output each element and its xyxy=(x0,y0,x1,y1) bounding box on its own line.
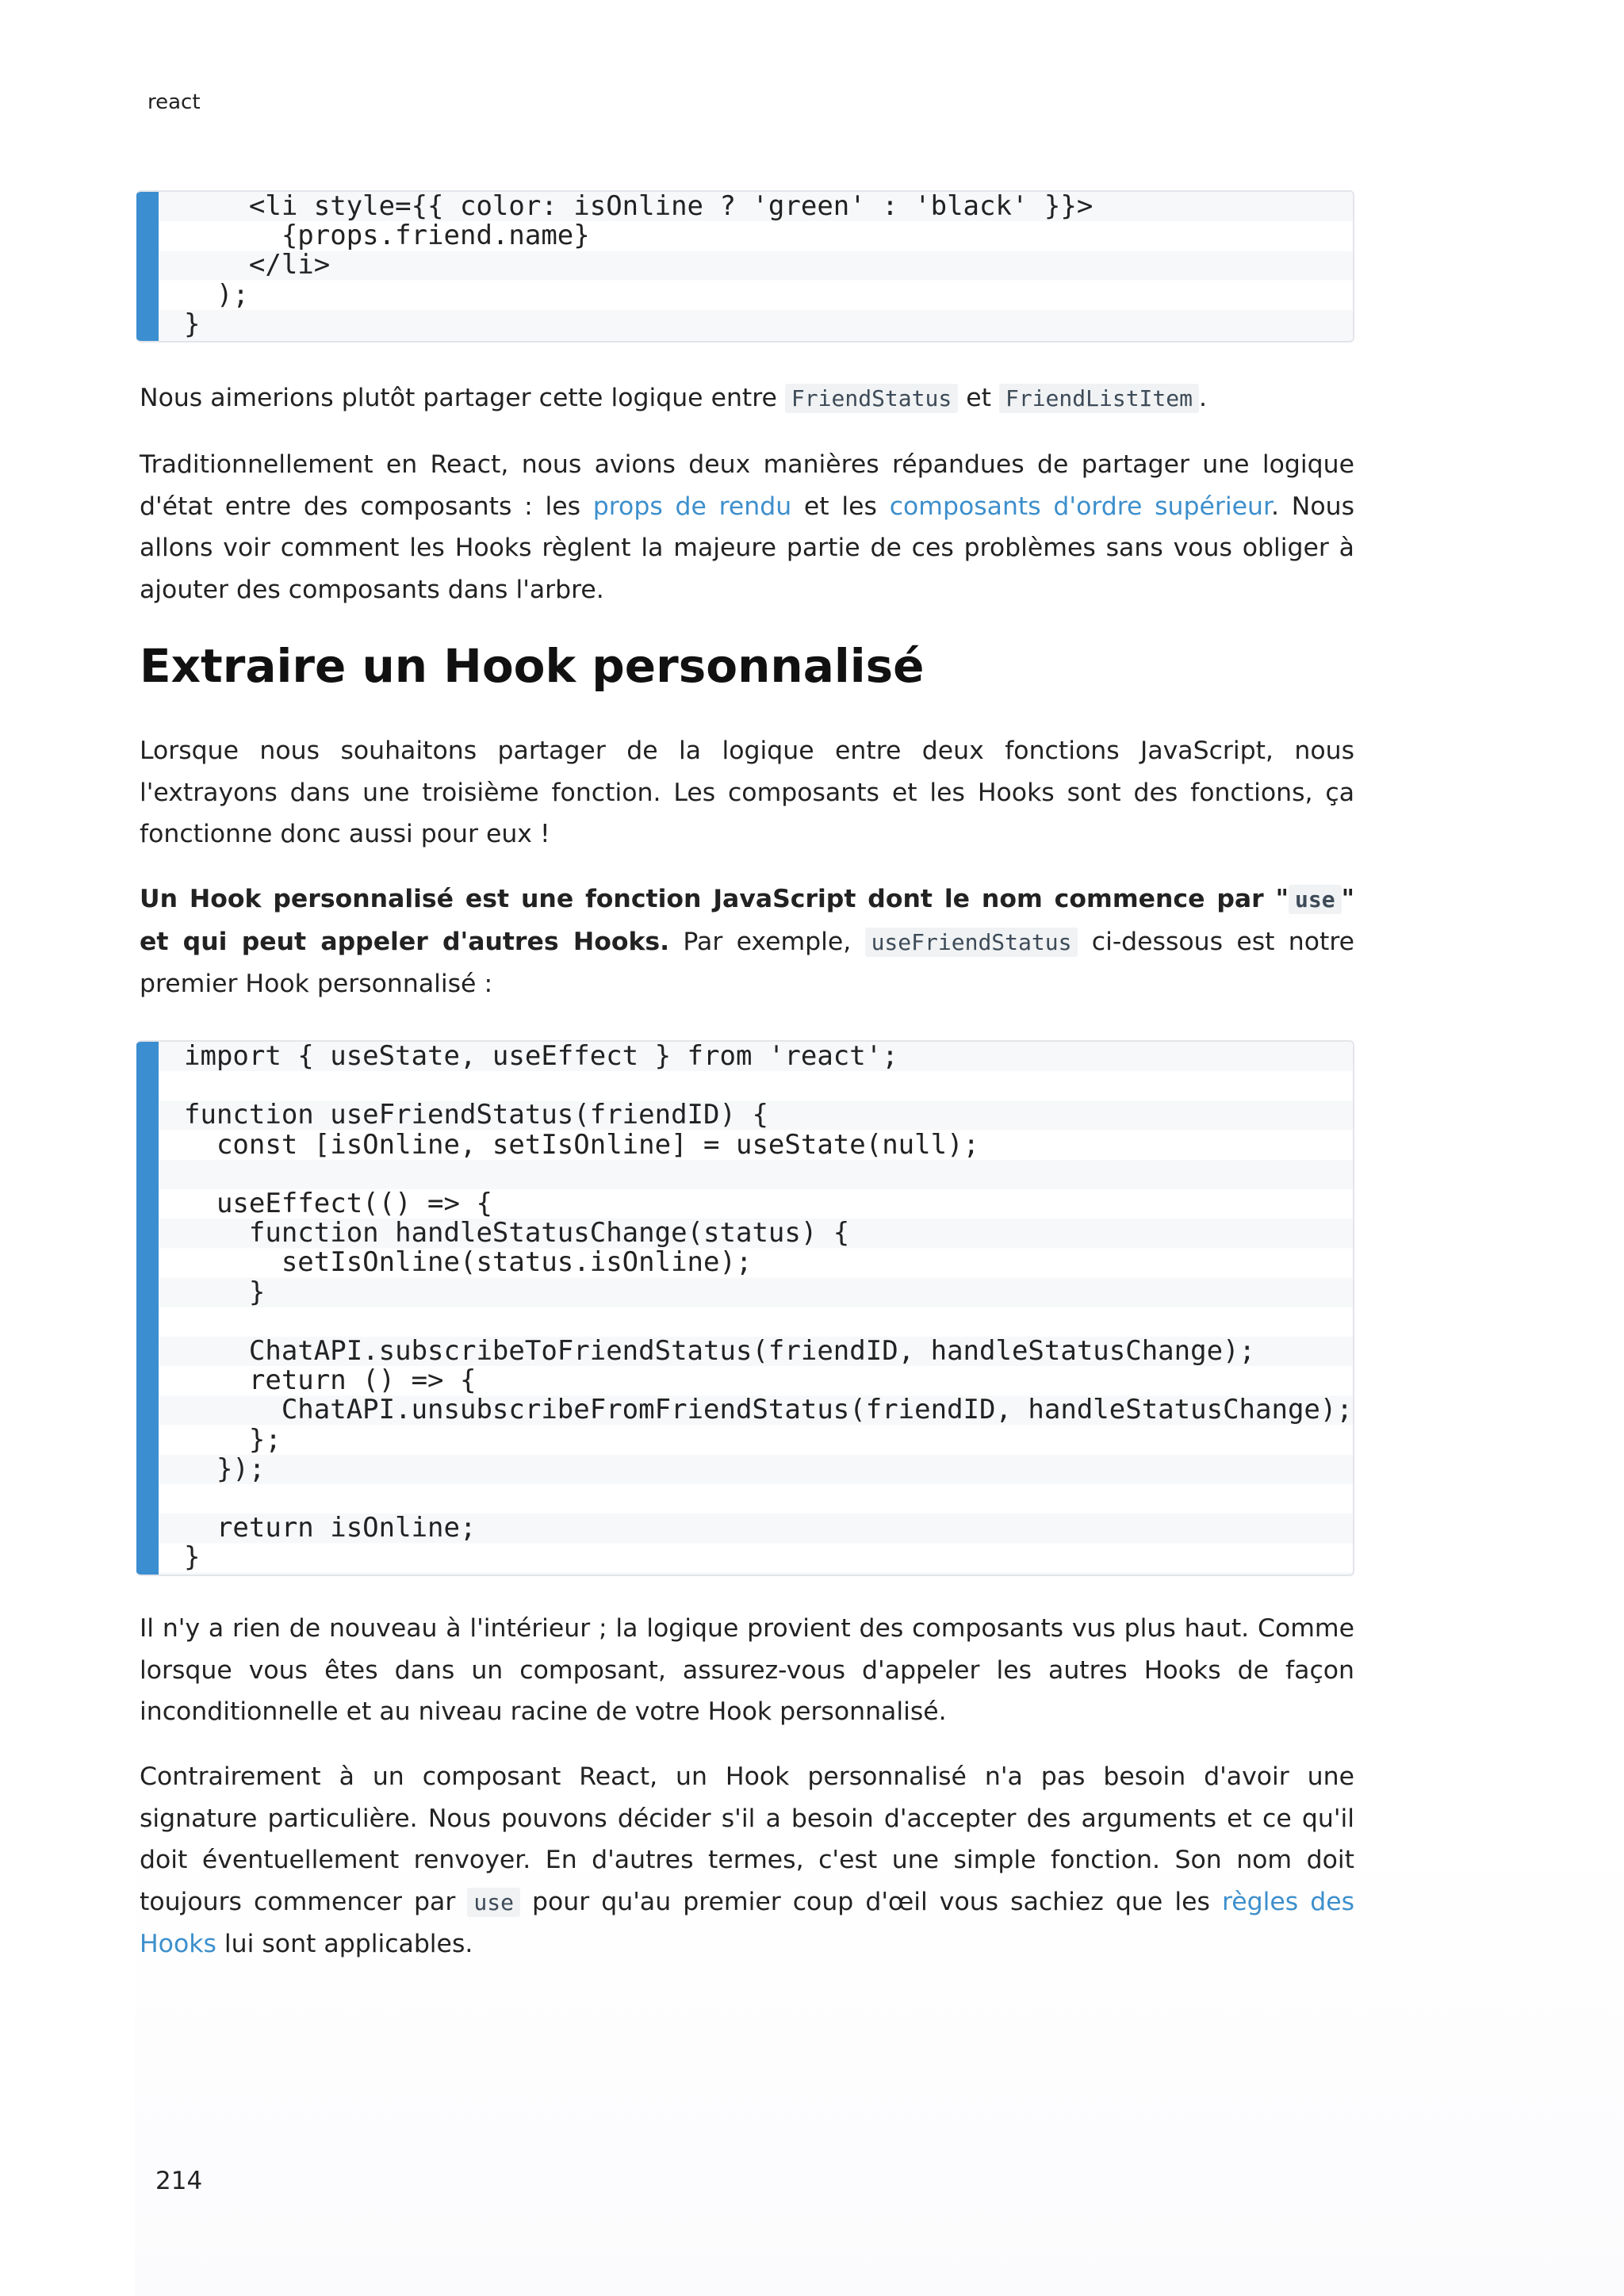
inline-code-use: use xyxy=(1289,885,1342,914)
text: Traditionnellement en React, nous avions deux manières répandues de partager une logique d'état entre des composants : les xyxy=(140,450,1354,521)
paragraph-extract-logic: Lorsque nous souhaitons partager de la logique entre deux fonctions JavaScript, nous l'extrayons dans une troisième fonction. Les composants et les Hooks sont des fonctions, ça fonctionne donc aussi pour eux ! xyxy=(140,737,1354,848)
inline-code-usefriendstatus: useFriendStatus xyxy=(865,928,1078,957)
text: lui sont applicables. xyxy=(216,1930,473,1958)
text: Contrairement à un composant React, un Hook personnalisé n'a pas besoin d'avoir une signature particulière. Nous pouvons décider s'il a besoin d'accepter des arguments et ce qu'il doit éventuellement renvoyer. En d'autres termes, c'est une simple fonction. Son nom doit toujours commencer par xyxy=(140,1762,1354,1916)
paragraph-custom-hook-definition xyxy=(140,878,1354,1005)
text: . Nous allons voir comment les Hooks règlent la majeure partie de ces problèmes sans vous obliger à ajouter des composants dans l'arbre. xyxy=(140,492,1354,604)
text: Par exemple, xyxy=(669,927,865,956)
code-content: import { useState, useEffect } from 'react'; function useFriendStatus(friendID) { const [isOnline, setIsOnline] = useState(null); useEffect(() => { function handleStatusChange(status) { setIsOnline(status.isOnline); } ChatAPI.subscribeToFriendStatus(friendID, handleStatusChange); return () => { ChatAPI.unsubscribeFromFriendStatus(friendID, handleStatusChange); }; }); return isOnline; } xyxy=(136,1042,1353,1573)
link-render-props[interactable]: props de rendu xyxy=(592,492,792,521)
section-heading: Extraire un Hook personnalisé xyxy=(140,639,925,693)
running-header: react xyxy=(147,90,201,114)
link-rules-of-hooks[interactable]: règles des Hooks xyxy=(140,1887,1354,1958)
paragraph-no-signature xyxy=(140,1756,1354,1965)
page-number: 214 xyxy=(155,2167,203,2195)
text: ci-dessous est notre premier Hook personnalisé : xyxy=(140,927,1354,998)
code-block-accent-bar xyxy=(136,1042,159,1575)
code-block-accent-bar xyxy=(136,192,159,341)
inline-code-friendlistitem: FriendListItem xyxy=(999,384,1199,413)
code-block-friend-list-item xyxy=(136,190,1354,342)
link-higher-order-components[interactable]: composants d'ordre supérieur xyxy=(889,492,1272,521)
paragraph-shared-logic xyxy=(140,377,1354,420)
code-block-use-friend-status xyxy=(136,1040,1354,1576)
text: " et qui peut appeler d'autres Hooks. xyxy=(140,885,1354,956)
inline-code-use: use xyxy=(467,1888,520,1917)
inline-code-friendstatus: FriendStatus xyxy=(785,384,958,413)
text: et les xyxy=(791,492,890,521)
text: et xyxy=(958,384,999,412)
text: Nous aimerions plutôt partager cette logique entre xyxy=(140,384,785,412)
text: Un Hook personnalisé est une fonction JavaScript dont le nom commence par " xyxy=(140,885,1289,913)
text: . xyxy=(1199,384,1208,412)
text: pour qu'au premier coup d'œil vous sachiez que les xyxy=(519,1887,1222,1916)
paragraph-traditional-patterns xyxy=(140,444,1354,610)
paragraph-nothing-new: Il n'y a rien de nouveau à l'intérieur ; la logique provient des composants vus plus haut. Comme lorsque vous êtes dans un composant, assurez-vous d'appeler les autres Hooks de façon inconditionnelle et au niveau racine de votre Hook personnalisé. xyxy=(140,1614,1354,1726)
code-content: <li style={{ color: isOnline ? 'green' : 'black' }}> {props.friend.name} </li> ); } xyxy=(136,192,1353,339)
